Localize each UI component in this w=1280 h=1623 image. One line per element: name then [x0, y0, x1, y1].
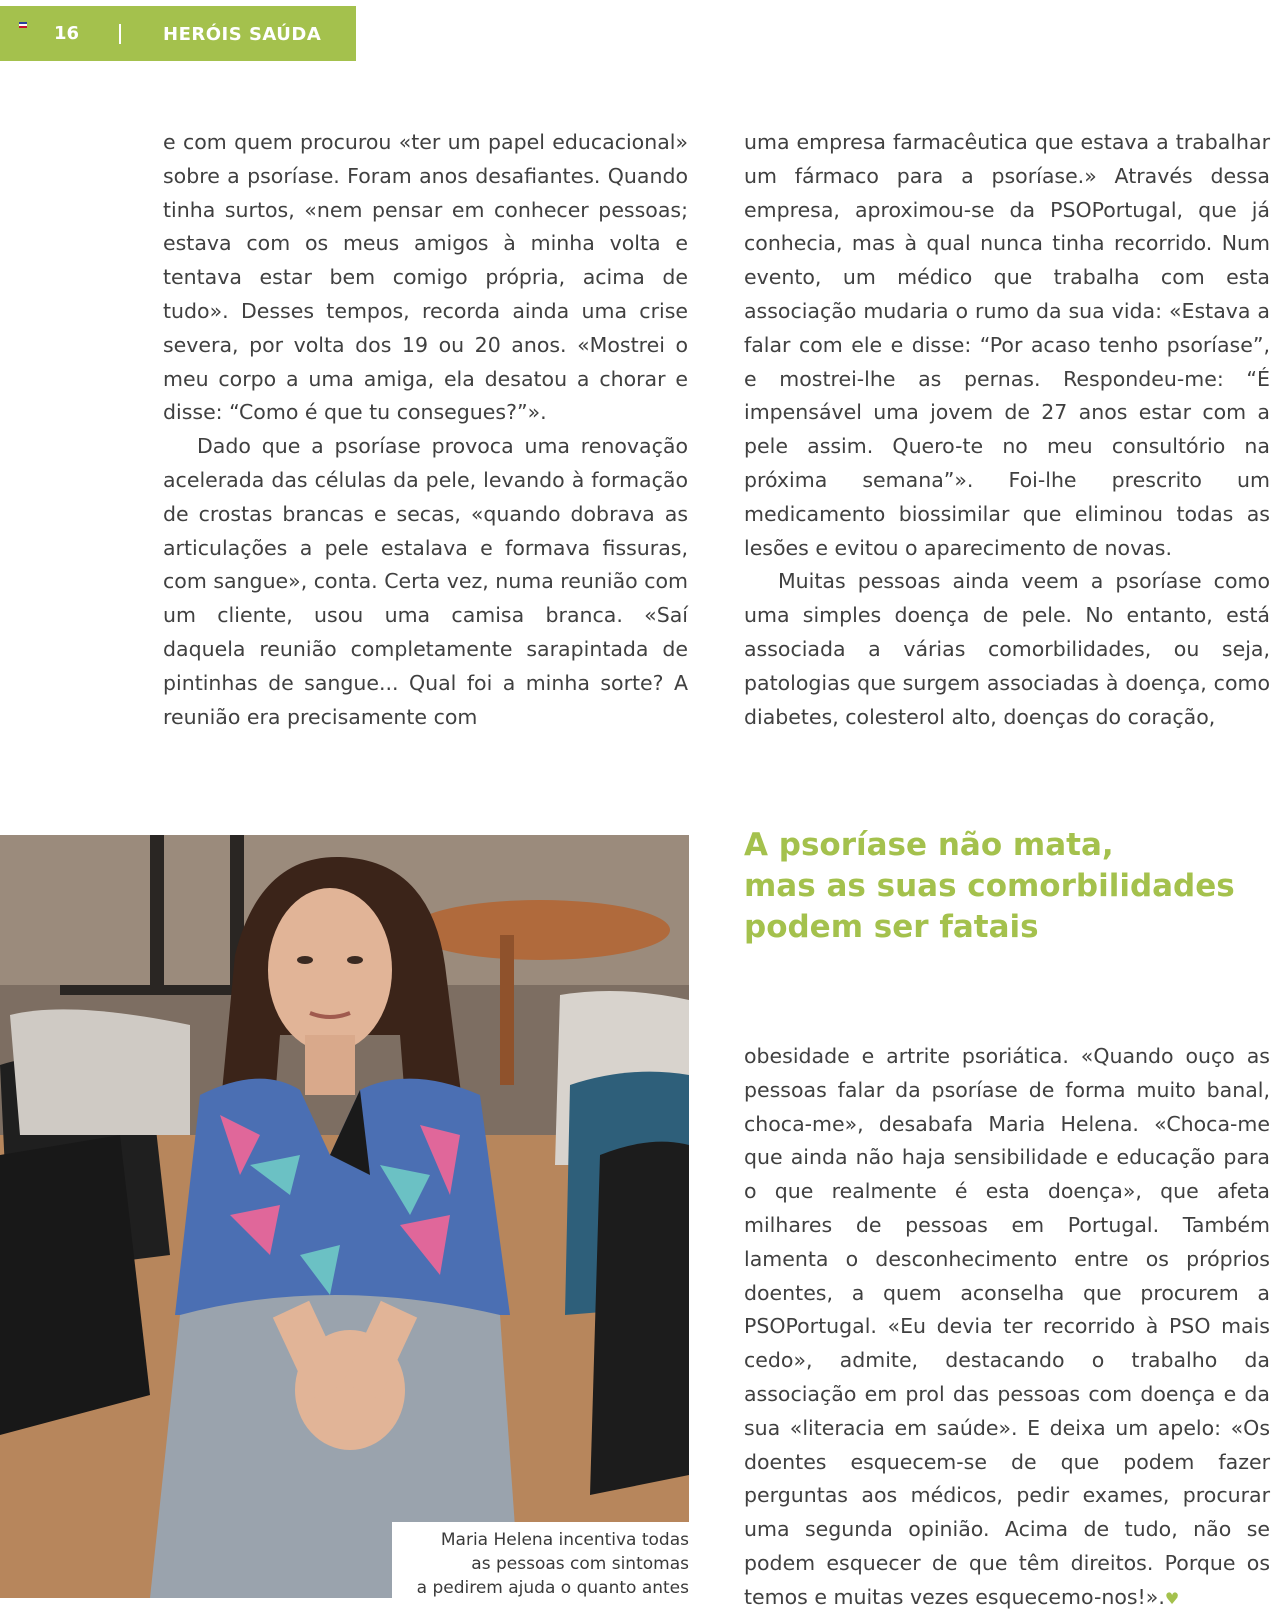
flag-icon — [19, 22, 27, 27]
article-column-right — [744, 126, 1270, 734]
header-bar — [0, 6, 356, 61]
header-divider — [119, 24, 121, 44]
photo-caption — [392, 1522, 689, 1598]
portrait-photo — [0, 835, 689, 1598]
pull-quote-line: podem ser fatais — [744, 909, 1039, 945]
paragraph: uma empresa farmacêutica que estava a trabalhar um fármaco para a psoríase.» Através dessa empresa, aproximou-se da PSOPortugal, que já conhecia, mas à qual nunca tinha recorrido. Num evento, um médico que trabalha com esta associação mudaria o rumo da sua vida: «Estava a falar com ele e disse: “Por acaso tenho psoríase”, e mostrei-lhe as pernas. Respondeu-me: “É impensável uma jovem de 27 anos estar com a pele assim. Quero-te no meu consultório na próxima semana”». Foi-lhe prescrito um medicamento biossimilar que eliminou todas as lesões e evitou o aparecimento de novas. — [744, 130, 1270, 560]
caption-line: as pessoas com sintomas — [471, 1554, 689, 1574]
pull-quote — [744, 825, 1264, 948]
paragraph: e com quem procurou «ter um papel educacional» sobre a psoríase. Foram anos desafiantes. Quando tinha surtos, «nem pensar em conhecer pessoas; estava com os meus amigos à minha volta e tentava estar bem comigo própria, acima de tudo». Desses tempos, recorda ainda uma crise severa, por volta dos 19 ou 20 anos. «Mostrei o meu corpo a uma amiga, ela desatou a chorar e disse: “Como é que tu consegues?”». — [163, 130, 688, 425]
heart-icon: ♥ — [1164, 1588, 1180, 1608]
section-title: HERÓIS SAÚDA — [163, 24, 322, 45]
paragraph — [744, 1040, 1270, 1616]
paragraph: Dado que a psoríase provoca uma renovação acelerada das células da pele, levando à formação de crostas brancas e secas, «quando dobrava as articulações a pele estalava e formava fissuras, com sangue», conta. Certa vez, numa reunião com um cliente, usou uma camisa branca. «Saí daquela reunião completamente sarapintada de pintinhas de sangue... Qual foi a minha sorte? A reunião era precisamente com — [163, 434, 688, 729]
paragraph: Muitas pessoas ainda veem a psoríase como uma simples doença de pele. No entanto, está associada a várias comorbilidades, ou seja, patologias que surgem associadas à doença, como diabetes, colesterol alto, doenças do coração, — [744, 569, 1270, 729]
caption-line: Maria Helena incentiva todas — [440, 1530, 689, 1550]
article-column-bottom — [744, 1040, 1270, 1616]
pull-quote-line: mas as suas comorbilidades — [744, 868, 1235, 904]
paragraph-text: obesidade e artrite psoriática. «Quando ouço as pessoas falar da psoríase de forma muito banal, choca-me», desabafa Maria Helena. «Choca-me que ainda não haja sensibilidade e educação para o que realmente é esta doença», que afeta milhares de pessoas em Portugal. Também lamenta o desconhecimento entre os próprios doentes, a quem aconselha que procurem a PSOPortugal. «Eu devia ter recorrido à PSO mais cedo», admite, destacando o trabalho da associação em prol das pessoas com doença e da sua «literacia em saúde». E deixa um apelo: «Os doentes esquecem-se de que podem fazer perguntas aos médicos, pedir exames, procurar uma segunda opinião. Acima de tudo, não se podem esquecer de que têm direitos. Porque os temos e muitas vezes esquecemo-nos!». — [744, 1044, 1270, 1609]
pull-quote-line: A psoríase não mata, — [744, 827, 1114, 863]
page-number: 16 — [54, 23, 80, 44]
article-column-left — [163, 126, 688, 734]
caption-line: a pedirem ajuda o quanto antes — [416, 1578, 689, 1598]
